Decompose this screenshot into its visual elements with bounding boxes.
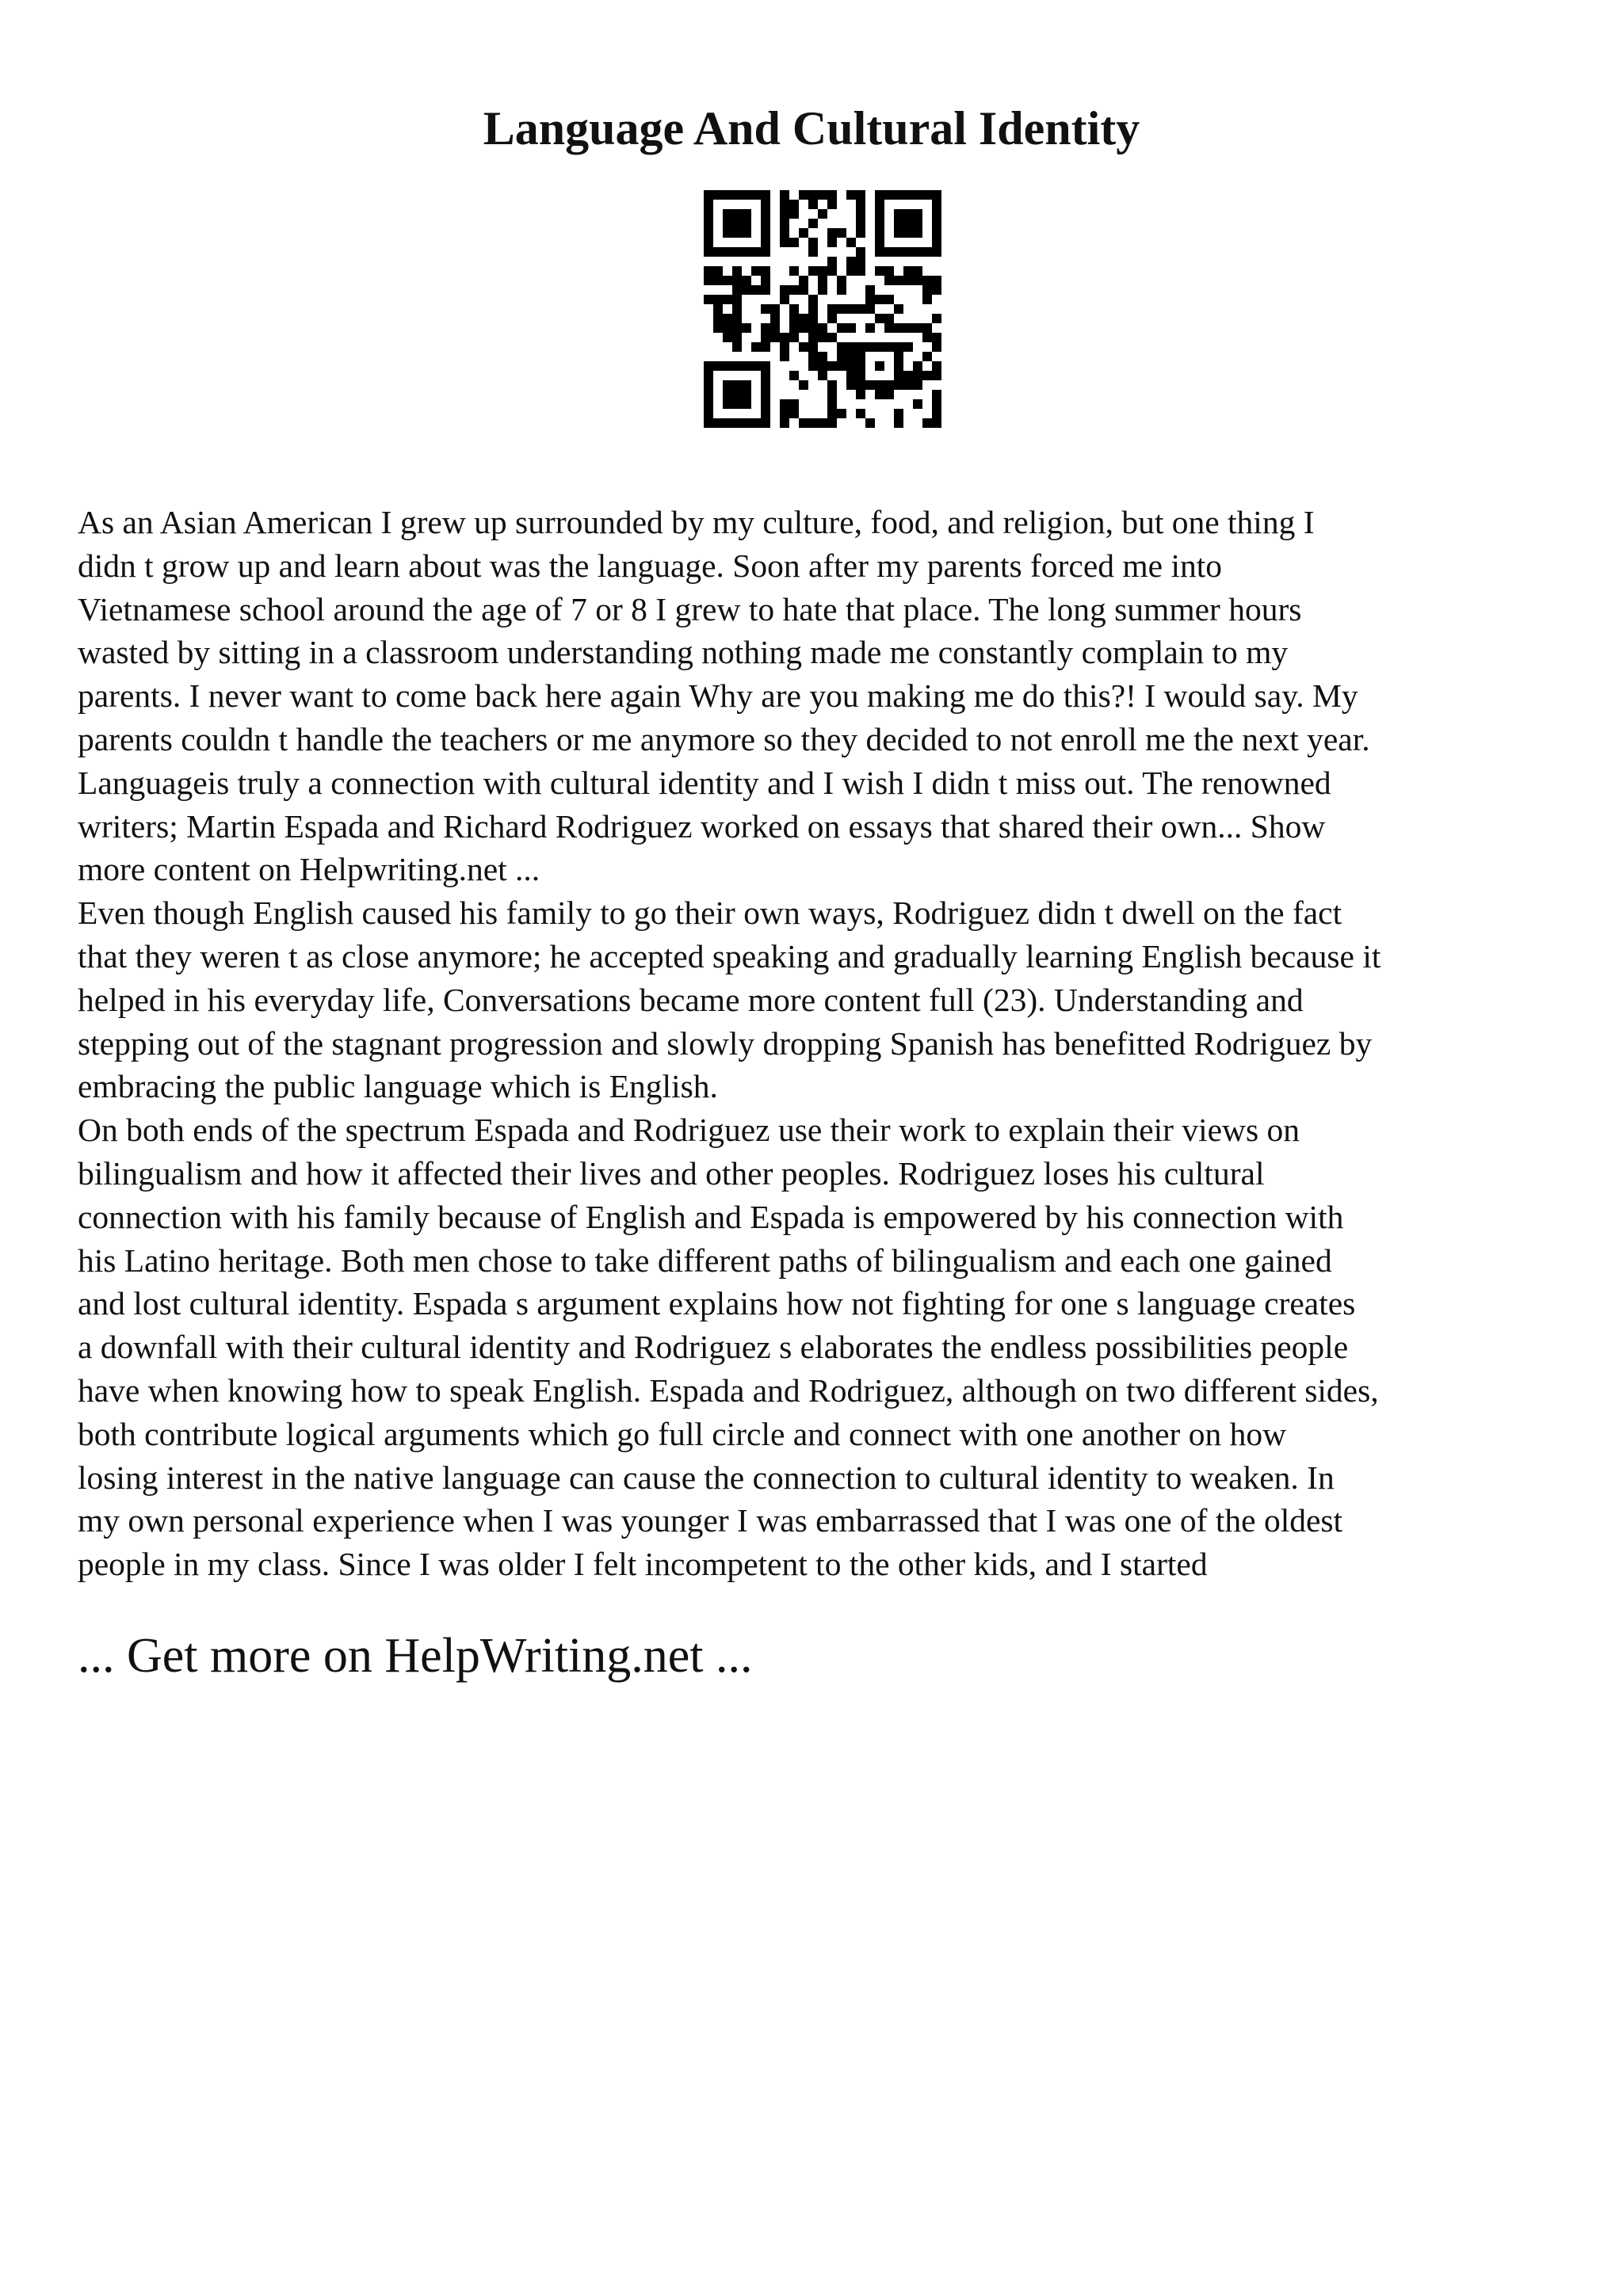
text-line: As an Asian American I grew up surrounded by my culture, food, and religion, but one thing I — [78, 504, 1315, 540]
text-line: helped in his everyday life, Conversations became more content full (23). Understanding and — [78, 981, 1304, 1018]
text-line: embracing the public language which is English. — [78, 1068, 718, 1105]
text-line: have when knowing how to speak English. Espada and Rodriguez, although on two different sides, — [78, 1371, 1379, 1409]
text-line: bilingualism and how it affected their lives and other peoples. Rodriguez loses his cultural — [78, 1154, 1265, 1192]
text-line: parents. I never want to come back here again Why are you making me do this?! I would say. My — [78, 677, 1358, 715]
essay-paragraph — [78, 891, 1568, 1108]
text-line: losing interest in the native language can cause the connection to cultural identity to weaken. In — [78, 1459, 1335, 1496]
text-line: both contribute logical arguments which go full circle and connect with one another on how — [78, 1415, 1287, 1452]
text-line: writers; Martin Espada and Richard Rodriguez worked on essays that shared their own... Show — [78, 807, 1326, 845]
text-line: Languageis truly a connection with cultural identity and I wish I didn t miss out. The renowned — [78, 764, 1331, 801]
get-more-link[interactable]: ... Get more on HelpWriting.net ... — [78, 1629, 753, 1683]
text-line: Even though English caused his family to go their own ways, Rodriguez didn t dwell on the fact — [78, 894, 1342, 932]
text-line: that they weren t as close anymore; he accepted speaking and gradually learning English because it — [78, 937, 1381, 974]
text-line: a downfall with their cultural identity and Rodriguez s elaborates the endless possibilities people — [78, 1329, 1349, 1366]
text-line: his Latino heritage. Both men chose to take different paths of bilingualism and each one gained — [78, 1241, 1332, 1279]
text-line: my own personal experience when I was younger I was embarrassed that I was one of the oldest — [78, 1502, 1343, 1539]
text-line: Vietnamese school around the age of 7 or 8 I grew to hate that place. The long summer hours — [78, 590, 1302, 627]
page-title: Language And Cultural Identity — [483, 102, 1140, 154]
essay-paragraph — [78, 1108, 1568, 1586]
text-line: parents couldn t handle the teachers or me anymore so they decided to not enroll me the next year. — [78, 720, 1370, 757]
text-line: and lost cultural identity. Espada s argument explains how not fighting for one s language creates — [78, 1285, 1356, 1322]
text-line: On both ends of the spectrum Espada and Rodriguez use their work to explain their views on — [78, 1112, 1300, 1149]
text-line: wasted by sitting in a classroom understanding nothing made me constantly complain to my — [78, 634, 1289, 671]
text-line: didn t grow up and learn about was the language. Soon after my parents forced me into — [78, 547, 1223, 584]
text-line: more content on Helpwriting.net ... — [78, 851, 540, 888]
text-line: people in my class. Since I was older I felt incompetent to the other kids, and I started — [78, 1546, 1208, 1583]
essay-body — [78, 501, 1568, 1586]
essay-paragraph — [78, 501, 1568, 891]
qr-code-icon — [704, 190, 941, 428]
text-line: stepping out of the stagnant progression and slowly dropping Spanish has benefitted Rodriguez by — [78, 1024, 1373, 1062]
text-line: connection with his family because of English and Espada is empowered by his connection with — [78, 1198, 1344, 1235]
